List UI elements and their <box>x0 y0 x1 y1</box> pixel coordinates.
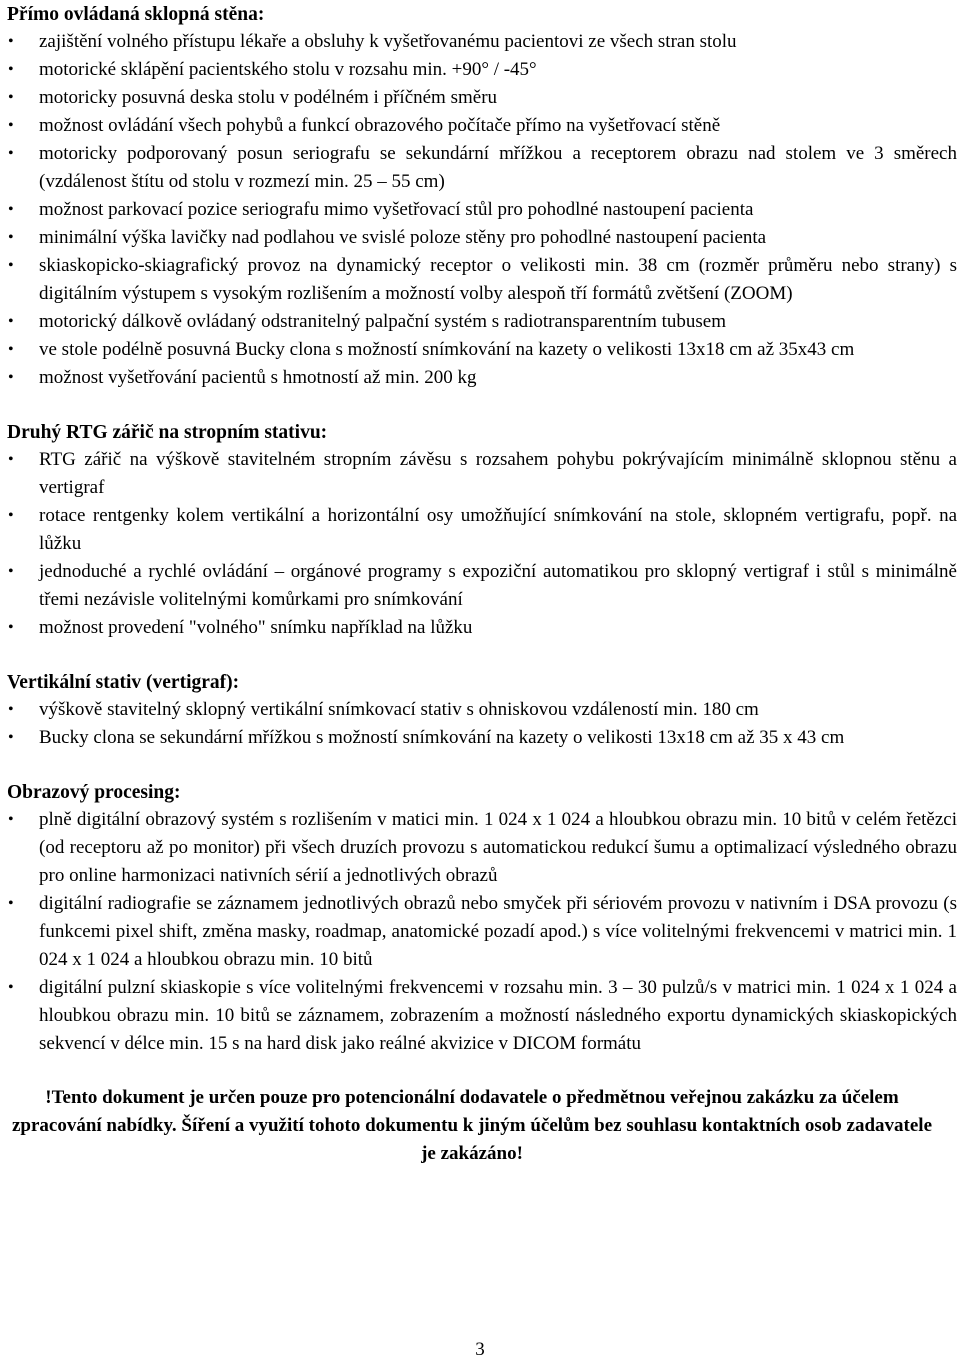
bullet-icon: • <box>8 33 14 50</box>
list-item <box>7 140 957 196</box>
bullet-list <box>7 806 957 1058</box>
bullet-icon: • <box>8 117 14 134</box>
section-spacer <box>7 752 957 780</box>
list-item <box>7 224 957 252</box>
bullet-list <box>7 446 957 642</box>
bullet-icon: • <box>8 145 14 162</box>
list-item-text: skiaskopicko-skiagrafický provoz na dynamický receptor o velikosti min. 38 cm (rozměr průměru nebo strany) s digitálním výstupem s vysokým rozlišením a možností volby alespoň tří formátů zvětšení (ZOOM) <box>39 255 957 304</box>
list-item <box>7 806 957 890</box>
list-item-text: digitální pulzní skiaskopie s více volitelnými frekvencemi v rozsahu min. 3 – 30 pulzů/s v matrici min. 1 024 x 1 024 a hloubkou obrazu min. 10 bitů se záznamem, zobrazením a možností následného exportu dynamických skiaskopických sekvencí v délce min. 15 s na hard disk jako reálné akvizice v DICOM formátu <box>39 977 957 1054</box>
list-item-text: jednoduché a rychlé ovládání – orgánové programy s expoziční automatikou pro sklopný vertigraf i stůl s minimálně třemi nezávisle volitelnými komůrkami pro snímkování <box>39 561 957 610</box>
bullet-icon: • <box>8 89 14 106</box>
list-item <box>7 364 957 392</box>
bullet-icon: • <box>8 811 14 828</box>
list-item-text: Bucky clona se sekundární mřížkou s možností snímkování na kazety o velikosti 13x18 cm až 35 x 43 cm <box>39 727 845 748</box>
list-item <box>7 614 957 642</box>
document-page <box>7 2 957 1168</box>
bullet-icon: • <box>8 451 14 468</box>
list-item <box>7 446 957 502</box>
list-item-text: ve stole podélně posuvná Bucky clona s možností snímkování na kazety o velikosti 13x18 cm až 35x43 cm <box>39 339 855 360</box>
bullet-icon: • <box>8 619 14 636</box>
list-item-text: možnost vyšetřování pacientů s hmotností až min. 200 kg <box>39 367 477 388</box>
confidentiality-notice: !Tento dokument je určen pouze pro potencionální dodavatele o předmětnou veřejnou zakázku za účelem zpracování nabídky. Šíření a využití tohoto dokumentu k jiným účelům bez souhlasu kontaktních osob zadavatele je zakázáno! <box>11 1087 933 1164</box>
bullet-icon: • <box>8 229 14 246</box>
list-item <box>7 724 957 752</box>
list-item-text: motorický dálkově ovládaný odstranitelný palpační systém s radiotransparentním tubusem <box>39 311 727 332</box>
bullet-icon: • <box>8 257 14 274</box>
section-vertical-stand <box>7 670 957 752</box>
list-item <box>7 502 957 558</box>
section-heading: Obrazový procesing: <box>7 782 181 803</box>
list-item-text: možnost ovládání všech pohybů a funkcí obrazového počítače přímo na vyšetřovací stěně <box>39 115 721 136</box>
bullet-list <box>7 696 957 752</box>
list-item <box>7 252 957 308</box>
list-item-text: možnost parkovací pozice seriografu mimo vyšetřovací stůl pro pohodlné nastoupení pacienta <box>39 199 754 220</box>
list-item <box>7 336 957 364</box>
list-item-text: motoricky podporovaný posun seriografu se sekundární mřížkou a receptorem obrazu nad stolem ve 3 směrech (vzdálenost štítu od stolu v rozmezí min. 25 – 55 cm) <box>39 143 957 192</box>
section-ceiling-xray-tube <box>7 420 957 642</box>
list-item-text: digitální radiografie se záznamem jednotlivých obrazů nebo smyček při sériovém provozu v nativním i DSA provozu (s funkcemi pixel shift, změna masky, roadmap, anatomické pozadí apod.) s více volitelnými frekvencemi v matrici min. 1 024 x 1 024 a hloubkou obrazu min. 10 bitů <box>39 893 957 970</box>
list-item <box>7 696 957 724</box>
section-image-processing <box>7 780 957 1058</box>
bullet-icon: • <box>8 729 14 746</box>
section-heading: Přímo ovládaná sklopná stěna: <box>7 4 265 25</box>
bullet-icon: • <box>8 563 14 580</box>
list-item-text: možnost provedení "volného" snímku například na lůžku <box>39 617 473 638</box>
list-item-text: RTG zářič na výškově stavitelném stropním závěsu s rozsahem pohybu pokrývajícím minimálně sklopnou stěnu a vertigraf <box>39 449 957 498</box>
list-item-text: výškově stavitelný sklopný vertikální snímkovací stativ s ohniskovou vzdáleností min. 180 cm <box>39 699 759 720</box>
section-spacer <box>7 392 957 420</box>
page-number: 3 <box>475 1339 485 1360</box>
bullet-list <box>7 28 957 392</box>
list-item-text: zajištění volného přístupu lékaře a obsluhy k vyšetřovanému pacientovi ze všech stran stolu <box>39 31 737 52</box>
list-item-text: motorické sklápění pacientského stolu v rozsahu min. +90° / -45° <box>39 59 537 80</box>
list-item <box>7 890 957 974</box>
list-item <box>7 84 957 112</box>
list-item <box>7 56 957 84</box>
bullet-icon: • <box>8 341 14 358</box>
list-item-text: plně digitální obrazový systém s rozlišením v matici min. 1 024 x 1 024 a hloubkou obrazu min. 10 bitů v celém řetězci (od receptoru až po monitor) při všech druzích provozu s automatickou redukcí šumu a optimalizací výsledného obrazu pro online harmonizaci nativních sérií a jednotlivých obrazů <box>39 809 957 886</box>
list-item-text: rotace rentgenky kolem vertikální a horizontální osy umožňující snímkování na stole, sklopném vertigrafu, popř. na lůžku <box>39 505 957 554</box>
list-item <box>7 196 957 224</box>
bullet-icon: • <box>8 895 14 912</box>
bullet-icon: • <box>8 979 14 996</box>
bullet-icon: • <box>8 701 14 718</box>
section-spacer <box>7 642 957 670</box>
list-item <box>7 112 957 140</box>
section-heading: Vertikální stativ (vertigraf): <box>7 672 240 693</box>
list-item <box>7 974 957 1058</box>
section-heading: Druhý RTG zářič na stropním stativu: <box>7 422 328 443</box>
list-item-text: minimální výška lavičky nad podlahou ve svislé poloze stěny pro pohodlné nastoupení pacienta <box>39 227 767 248</box>
list-item <box>7 558 957 614</box>
list-item-text: motoricky posuvná deska stolu v podélném i příčném směru <box>39 87 498 108</box>
bullet-icon: • <box>8 61 14 78</box>
bullet-icon: • <box>8 369 14 386</box>
list-item <box>7 308 957 336</box>
bullet-icon: • <box>8 313 14 330</box>
bullet-icon: • <box>8 201 14 218</box>
list-item <box>7 28 957 56</box>
bullet-icon: • <box>8 507 14 524</box>
section-direct-tilting-wall <box>7 2 957 392</box>
